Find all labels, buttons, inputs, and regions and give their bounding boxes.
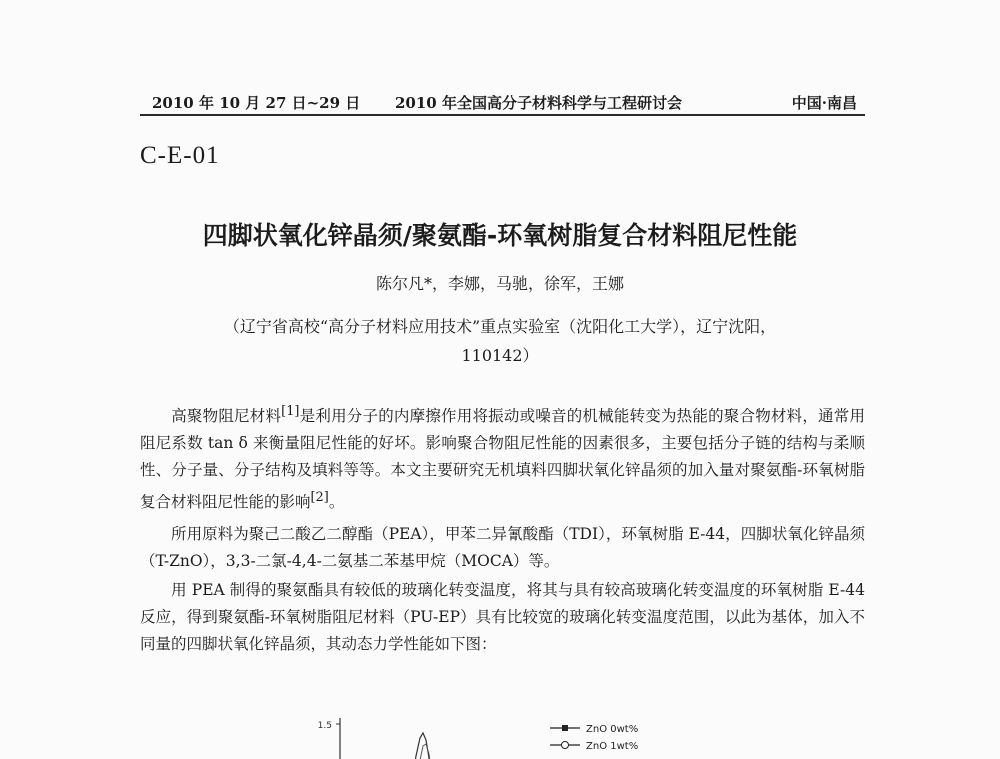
affiliation	[0, 312, 1000, 370]
series-line-1	[417, 744, 433, 759]
chart-svg	[300, 700, 740, 759]
affiliation-line-1: （辽宁省高校“高分子材料应用技术”重点实验室（沈阳化工大学），辽宁沈阳，	[223, 317, 777, 336]
paragraph-2	[140, 521, 865, 575]
header-location: 中国·南昌	[791, 94, 857, 112]
header-date: 2010 年 10 月 27 日~29 日	[152, 94, 361, 112]
paragraph-3	[140, 577, 865, 658]
legend-marker-1	[562, 742, 569, 749]
legend-marker-0	[562, 725, 568, 731]
paper-code: C-E-01	[140, 142, 220, 169]
p2-text: 所用原料为聚己二酸乙二醇酯（PEA），甲苯二异氰酸酯（TDI），环氧树脂 E-44，四脚状氧化锌晶须（T-ZnO），3,3-二氯-4,4-二氨基二苯基甲烷（MOCA）等。	[140, 525, 865, 570]
reference-1: [1]	[281, 404, 300, 419]
authors: 陈尔凡*，李娜，马驰，徐军，王娜	[375, 274, 624, 293]
dma-chart	[300, 700, 740, 759]
paper-title: 四脚状氧化锌晶须/聚氨酯-环氧树脂复合材料阻尼性能	[202, 221, 798, 250]
p1-text-start: 高聚物阻尼材料	[171, 407, 282, 426]
paragraph-1	[140, 398, 865, 516]
y-tick-label-1: 1.5	[317, 721, 332, 731]
running-header	[140, 88, 865, 116]
legend-label-1: ZnO 1wt%	[586, 741, 639, 752]
p1-text-end: 。	[328, 493, 345, 512]
p1-text-body: 是利用分子的内摩擦作用将振动或噪音的机械能转变为热能的聚合物材料，通常用阻尼系数 tan δ 来衡量阻尼性能的好坏。影响聚合物阻尼性能的因素很多，主要包括分子链的结构与柔顺性、分子量、分子结构及填料等等。本文主要研究无机填料四脚状氧化锌晶须的加入量对聚氨酯-环氧树脂复合材料阻尼性能的影响	[140, 407, 865, 512]
reference-2: [2]	[310, 490, 329, 506]
affiliation-line-2: 110142）	[461, 346, 539, 365]
legend-label-0: ZnO 0wt%	[586, 724, 639, 735]
p3-text: 用 PEA 制得的聚氨酯具有较低的玻璃化转变温度，将其与具有较高玻璃化转变温度的环氧树脂 E-44 反应，得到聚氨酯-环氧树脂阻尼材料（PU-EP）具有比较宽的玻璃化转变温度范围，以此为基体，加入不同量的四脚状氧化锌晶须，其动态力学性能如下图：	[140, 581, 865, 653]
header-conference: 2010 年全国高分子材料科学与工程研讨会	[395, 94, 682, 112]
